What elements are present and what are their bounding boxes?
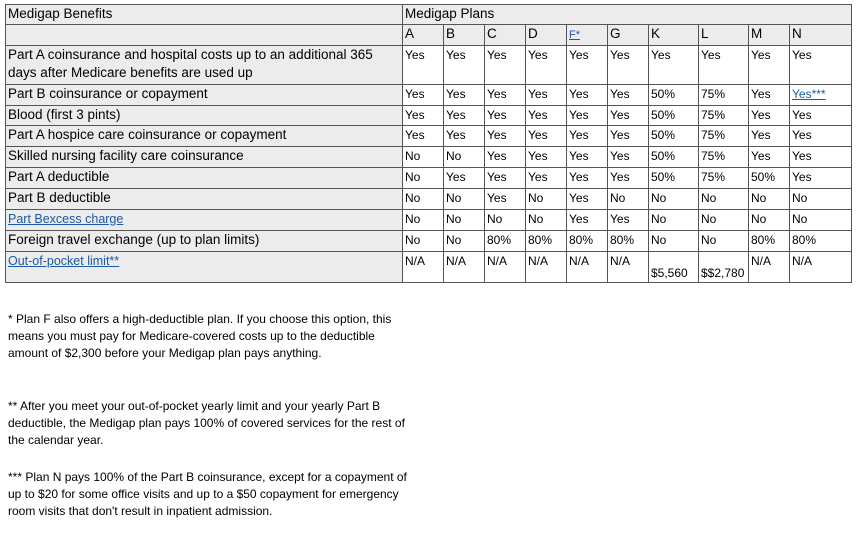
plan-value-cell: No xyxy=(485,210,526,231)
plan-value-cell: Yes xyxy=(608,210,649,231)
plan-value-cell: Yes xyxy=(444,85,485,106)
plan-value-cell: No xyxy=(444,231,485,252)
plan-f xyxy=(567,25,608,46)
plan-value-cell: Yes xyxy=(749,46,790,85)
plan-value-cell: $5,560 xyxy=(649,252,699,283)
table-header-row xyxy=(6,5,852,25)
table-row xyxy=(6,85,852,106)
plan-value-cell: Yes xyxy=(485,168,526,189)
plan-value-cell: Yes xyxy=(403,126,444,147)
plan-l: L xyxy=(699,25,749,46)
plan-value-cell: Yes xyxy=(790,168,852,189)
plan-n-note-link[interactable]: Yes*** xyxy=(792,87,826,101)
plan-value-cell: 75% xyxy=(699,168,749,189)
medigap-table xyxy=(5,4,852,283)
plan-a: A xyxy=(403,25,444,46)
plan-value-cell: 50% xyxy=(649,126,699,147)
plan-value-cell: 50% xyxy=(649,106,699,126)
plan-value-cell: Yes xyxy=(567,46,608,85)
plan-value-cell: Yes xyxy=(526,106,567,126)
plan-value-cell: No xyxy=(403,168,444,189)
footnote-3 xyxy=(8,469,408,520)
plan-value-cell: 75% xyxy=(699,126,749,147)
table-row xyxy=(6,106,852,126)
plan-value-cell: Yes xyxy=(790,147,852,168)
plan-value-cell: Yes xyxy=(608,147,649,168)
plan-value-cell: 75% xyxy=(699,147,749,168)
plan-value-cell: 80% xyxy=(790,231,852,252)
plan-value-cell: 50% xyxy=(649,147,699,168)
plan-b: B xyxy=(444,25,485,46)
plan-value-cell: No xyxy=(526,189,567,210)
plan-value-cell: No xyxy=(649,189,699,210)
plan-value-cell: $$2,780 xyxy=(699,252,749,283)
benefit-label: Part B coinsurance or copayment xyxy=(6,85,403,106)
plan-value-cell: N/A xyxy=(567,252,608,283)
plan-value-cell: Yes xyxy=(403,106,444,126)
plan-value-cell: No xyxy=(526,210,567,231)
plan-value-cell: N/A xyxy=(790,252,852,283)
plan-value-cell: Yes xyxy=(749,85,790,106)
plan-value-cell: Yes xyxy=(567,126,608,147)
plan-value-cell: No xyxy=(403,147,444,168)
plan-value-cell: No xyxy=(444,189,485,210)
plan-value-cell: Yes xyxy=(403,46,444,85)
plan-value-cell: 50% xyxy=(649,168,699,189)
plan-value-cell: Yes xyxy=(526,147,567,168)
plan-value-cell: Yes xyxy=(790,126,852,147)
footnote-1-text: * Plan F also offers a high-deductible plan. If you choose this option, this means you must pay for Medicare-covered costs up to the deductible amount of $2,300 before your Medigap plan pays anything. xyxy=(8,312,392,360)
plan-value-cell: No xyxy=(699,231,749,252)
plan-value-cell: Yes xyxy=(526,168,567,189)
plan-value-cell: Yes xyxy=(567,168,608,189)
plan-value-cell: Yes xyxy=(485,126,526,147)
plan-value-cell: Yes xyxy=(608,85,649,106)
plan-value-cell: N/A xyxy=(403,252,444,283)
plan-value-cell: Yes xyxy=(444,106,485,126)
plan-value-cell: Yes xyxy=(485,189,526,210)
benefit-label: Part A deductible xyxy=(6,168,403,189)
plan-value-cell: Yes xyxy=(485,147,526,168)
plan-value-cell: Yes xyxy=(403,85,444,106)
plan-f-link[interactable]: F* xyxy=(569,29,580,41)
plan-value-cell: Yes xyxy=(567,210,608,231)
plan-value-cell: N/A xyxy=(444,252,485,283)
plan-value-cell: No xyxy=(749,210,790,231)
table-row xyxy=(6,46,852,85)
plan-value-cell: 80% xyxy=(749,231,790,252)
benefit-link[interactable]: Part Bexcess charge xyxy=(8,212,124,226)
plan-value-cell: 75% xyxy=(699,106,749,126)
plan-value-cell: Yes xyxy=(608,168,649,189)
plan-value-cell: Yes xyxy=(790,106,852,126)
plan-value-cell: Yes xyxy=(567,147,608,168)
plan-value-cell: Yes xyxy=(790,46,852,85)
plan-value-cell: No xyxy=(403,231,444,252)
plan-value-cell: Yes xyxy=(567,189,608,210)
plan-value-cell: No xyxy=(403,210,444,231)
plan-k: K xyxy=(649,25,699,46)
plan-g: G xyxy=(608,25,649,46)
footnote-1 xyxy=(8,311,408,362)
plan-value-cell: No xyxy=(790,210,852,231)
benefits-header: Medigap Benefits xyxy=(6,5,403,25)
plan-value-cell: N/A xyxy=(749,252,790,283)
plan-letter-spacer xyxy=(6,25,403,46)
table-row xyxy=(6,126,852,147)
plan-value-cell: Yes xyxy=(444,46,485,85)
table-row xyxy=(6,231,852,252)
plan-value-cell: N/A xyxy=(485,252,526,283)
plan-value-cell: No xyxy=(444,210,485,231)
plan-value-cell: Yes xyxy=(567,106,608,126)
plan-value-cell: Yes xyxy=(526,85,567,106)
plans-header: Medigap Plans xyxy=(403,5,852,25)
plan-value-cell: 50% xyxy=(749,168,790,189)
plan-value-cell: 80% xyxy=(485,231,526,252)
plan-value-cell: Yes xyxy=(444,126,485,147)
benefit-label xyxy=(6,210,403,231)
plan-c: C xyxy=(485,25,526,46)
plan-value-cell: Yes xyxy=(608,106,649,126)
benefit-link[interactable]: Out-of-pocket limit** xyxy=(8,254,120,268)
plan-value-cell: 80% xyxy=(567,231,608,252)
table-row xyxy=(6,168,852,189)
plan-value-cell: Yes xyxy=(526,126,567,147)
plan-value-cell xyxy=(790,85,852,106)
benefit-label: Part A hospice care coinsurance or copayment xyxy=(6,126,403,147)
benefit-label: Blood (first 3 pints) xyxy=(6,106,403,126)
benefit-label xyxy=(6,252,403,283)
plan-value-cell: Yes xyxy=(749,106,790,126)
medigap-table-body xyxy=(6,5,852,283)
plan-value-cell: No xyxy=(608,189,649,210)
plan-m: M xyxy=(749,25,790,46)
plan-value-cell: No xyxy=(403,189,444,210)
table-row xyxy=(6,189,852,210)
table-row xyxy=(6,210,852,231)
benefit-label: Part B deductible xyxy=(6,189,403,210)
footnote-3-text: *** Plan N pays 100% of the Part B coinsurance, except for a copayment of up to $20 for some office visits and up to a $50 copayment for emergency room visits that don't result in inpatient admission. xyxy=(8,470,407,518)
plan-value-cell: No xyxy=(649,231,699,252)
plan-value-cell: Yes xyxy=(608,126,649,147)
plan-value-cell: 80% xyxy=(526,231,567,252)
plan-value-cell: No xyxy=(444,147,485,168)
plan-value-cell: No xyxy=(749,189,790,210)
plan-value-cell: N/A xyxy=(608,252,649,283)
plan-value-cell: No xyxy=(790,189,852,210)
plan-value-cell: Yes xyxy=(444,168,485,189)
plan-value-cell: Yes xyxy=(526,46,567,85)
table-row xyxy=(6,147,852,168)
plan-value-cell: No xyxy=(649,210,699,231)
plan-value-cell: No xyxy=(699,210,749,231)
table-row xyxy=(6,252,852,283)
footnote-2-text: ** After you meet your out-of-pocket yearly limit and your yearly Part B deductible, the Medigap plan pays 100% of covered services for the rest of the calendar year. xyxy=(8,399,405,447)
plan-value-cell: 75% xyxy=(699,85,749,106)
plan-n: N xyxy=(790,25,852,46)
plan-value-cell: Yes xyxy=(485,106,526,126)
plan-value-cell: Yes xyxy=(485,85,526,106)
benefit-label: Foreign travel exchange (up to plan limits) xyxy=(6,231,403,252)
plan-value-cell: Yes xyxy=(485,46,526,85)
plan-value-cell: Yes xyxy=(699,46,749,85)
benefit-label: Part A coinsurance and hospital costs up to an additional 365 days after Medicare benefits are used up xyxy=(6,46,403,85)
plan-value-cell: Yes xyxy=(749,147,790,168)
plan-value-cell: No xyxy=(699,189,749,210)
footnote-2 xyxy=(8,398,408,449)
plan-value-cell: Yes xyxy=(608,46,649,85)
plan-d: D xyxy=(526,25,567,46)
plan-value-cell: 50% xyxy=(649,85,699,106)
plan-value-cell: Yes xyxy=(649,46,699,85)
plan-letter-row xyxy=(6,25,852,46)
plan-value-cell: 80% xyxy=(608,231,649,252)
plan-value-cell: N/A xyxy=(526,252,567,283)
plan-value-cell: Yes xyxy=(567,85,608,106)
benefit-label: Skilled nursing facility care coinsurance xyxy=(6,147,403,168)
plan-value-cell: Yes xyxy=(749,126,790,147)
